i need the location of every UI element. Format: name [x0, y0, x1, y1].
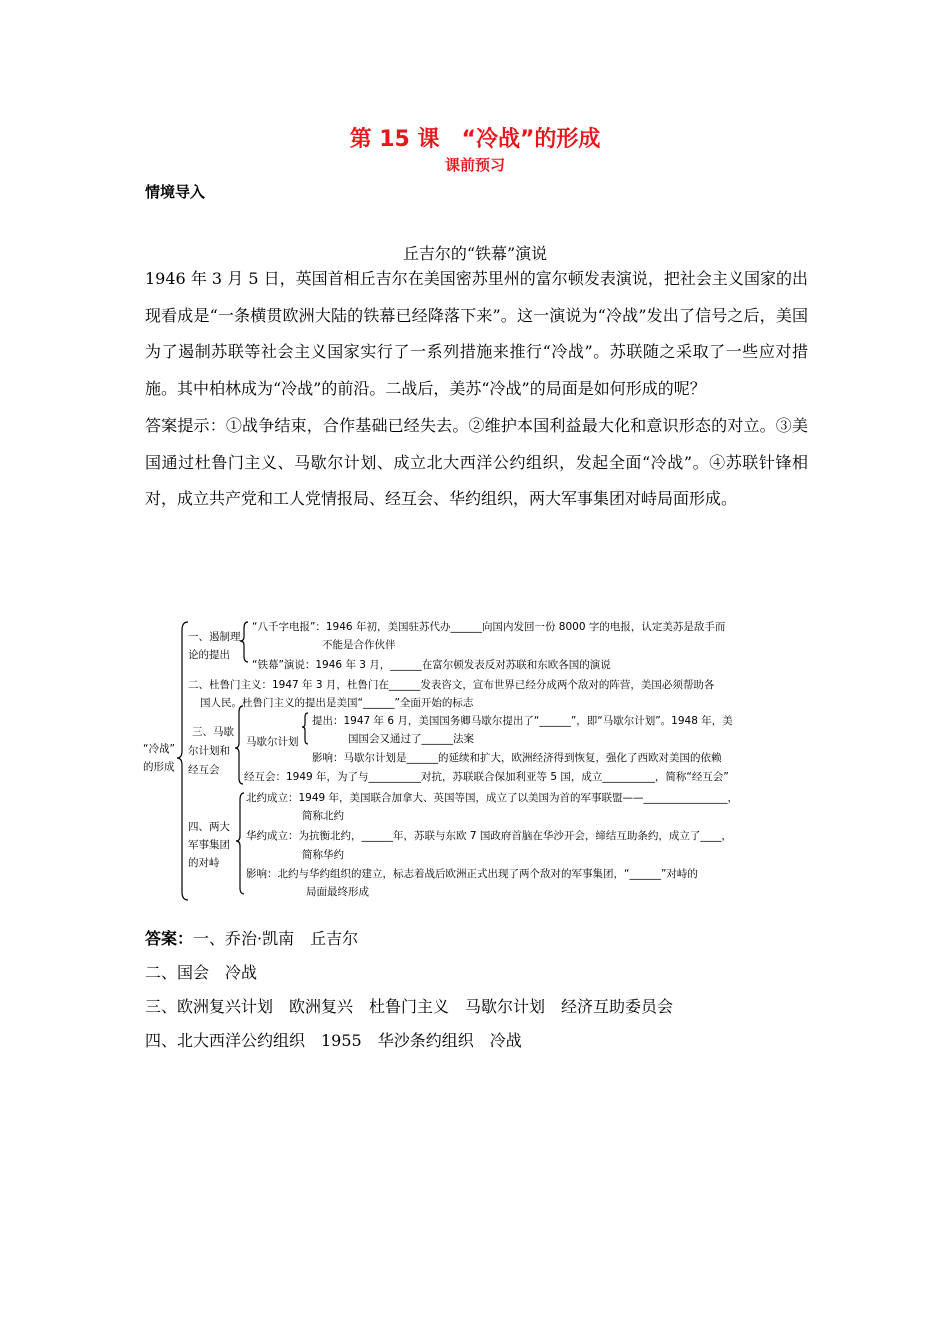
answer-1: 一、乔治·凯南 丘吉尔	[193, 929, 359, 948]
branch1-label-2: 论的提出	[188, 649, 230, 661]
branch4-label-3: 的对峙	[188, 857, 220, 869]
section-heading: 情境导入	[145, 183, 206, 201]
nato-line-2: 简称北约	[302, 810, 344, 822]
iron-curtain-line: “铁幕”演说：1946 年 3 月，______在富尔顿发表反对苏联和东欧各国的演说	[252, 659, 611, 671]
branch3-brace	[235, 706, 243, 784]
warsaw-line-2: 简称华约	[302, 849, 344, 861]
answers-label: 答案：	[145, 929, 194, 948]
marshall-proposal-1: 提出：1947 年 6 月，美国国务卿马歇尔提出了“______”，即“马歇尔计划”。1948 年，美	[312, 715, 733, 727]
answer-4: 四、北大西洋公约组织 1955 华沙条约组织 冷战	[145, 1031, 522, 1050]
confrontation-line-2: 局面最终形成	[306, 886, 369, 898]
marshall-proposal-2: 国国会又通过了______法案	[348, 733, 474, 745]
telegram-line-2: 不能是合作伙伴	[322, 639, 396, 651]
speech-body	[145, 261, 808, 518]
speech-paragraph: 1946 年 3 月 5 日，英国首相丘吉尔在美国密苏里州的富尔顿发表演说，把社会主义国家的出现看成是“一条横贯欧洲大陆的铁幕已经降落下来”。这一演说为“冷战”发出了信号之后，美国为了遏制苏联等社会主义国家实行了一系列措施来推行“冷战”。苏联随之采取了一些应对措施。其中柏林成为“冷战”的前沿。二战后，美苏“冷战”的局面是如何形成的呢？	[145, 269, 808, 399]
branch4-label-1: 四、两大	[188, 821, 230, 833]
branch2-line-1: 二、杜鲁门主义：1947 年 3 月，杜鲁门在______发表咨文，宣布世界已经分成两个敌对的阵营，美国必须帮助各	[188, 679, 715, 691]
branch2-line-2: 国人民。杜鲁门主义的提出是美国“______”全面开始的标志	[200, 697, 474, 709]
answer-3: 三、欧洲复兴计划 欧洲复兴 杜鲁门主义 马歇尔计划 经济互助委员会	[145, 997, 674, 1016]
concept-diagram	[140, 616, 800, 906]
telegram-line-1: “八千字电报”：1946 年初，美国驻苏代办______向国内发回一份 8000 字的电报，认定美苏是敌手而	[252, 621, 726, 633]
root-label-1: “冷战”	[143, 743, 175, 755]
nato-line-1: 北约成立：1949 年，美国联合加拿大、英国等国，成立了以美国为首的军事联盟——________________，	[246, 792, 739, 804]
branch3-label-1: 三、马歇	[192, 726, 234, 738]
branch3-label-2: 尔计划和	[188, 745, 230, 757]
answer-row-1	[145, 922, 673, 956]
warsaw-line-1: 华约成立：为抗衡北约，______年，苏联与东欧 7 国政府首脑在华沙开会，缔结互助条约，成立了____，	[246, 830, 732, 842]
marshall-impact: 影响：马歇尔计划是______的延续和扩大，欧洲经济得到恢复，强化了西欧对美国的依赖	[312, 752, 722, 764]
branch4-brace	[236, 793, 244, 894]
branch4-label-2: 军事集团	[188, 839, 230, 851]
confrontation-line-1: 影响：北约与华约组织的建立，标志着战后欧洲正式出现了两个敌对的军事集团，“______”对峙的	[246, 868, 698, 880]
branch1-brace	[240, 622, 248, 662]
answer-2: 二、国会 冷战	[145, 963, 258, 982]
root-brace	[177, 622, 188, 900]
marshall-brace	[302, 713, 308, 744]
page-title: 第 15 课 “冷战”的形成	[349, 127, 601, 152]
answer-hint: 答案提示：①战争结束，合作基础已经失去。②维护本国利益最大化和意识形态的对立。③美国通过杜鲁门主义、马歇尔计划、成立北大西洋公约组织，发起全面“冷战”。④苏联针锋相对，成立共产党和工人党情报局、经互会、华约组织，两大军事集团对峙局面形成。	[145, 415, 808, 509]
branch1-label-1: 一、遏制理	[188, 631, 241, 643]
speech-title: 丘吉尔的“铁幕”演说	[402, 244, 548, 263]
root-label-2: 的形成	[143, 761, 175, 773]
page-subtitle: 课前预习	[444, 156, 505, 174]
branch3-label-3: 经互会	[188, 764, 220, 776]
marshall-plan-label: 马歇尔计划	[246, 736, 299, 748]
comecon-line: 经互会：1949 年，为了与__________对抗，苏联联合保加利亚等 5 国，成立__________，简称“经互会”	[244, 771, 729, 783]
answers-block	[145, 922, 673, 1058]
